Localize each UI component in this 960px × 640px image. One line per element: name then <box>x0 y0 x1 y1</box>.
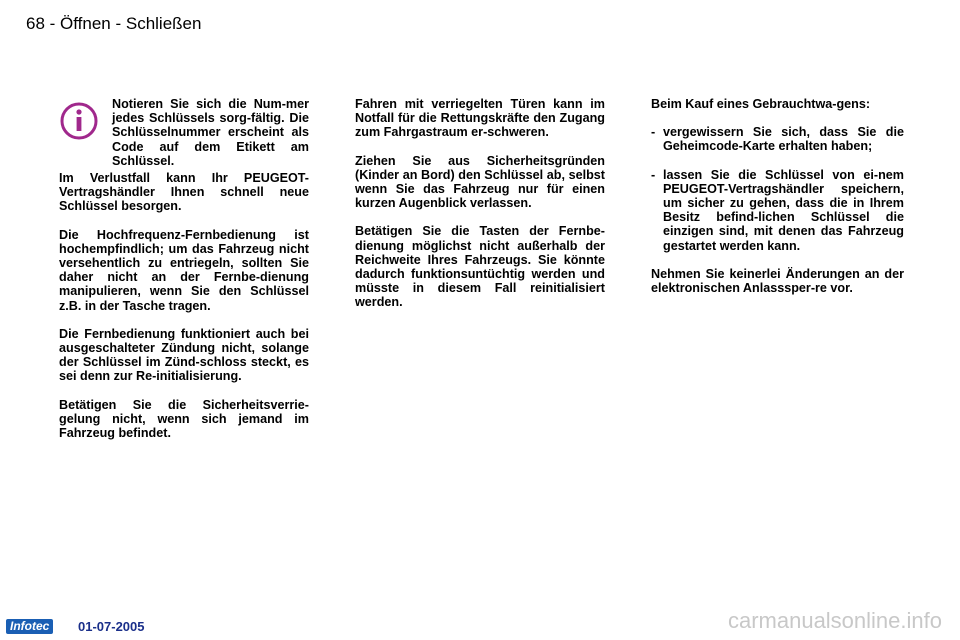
column-middle <box>355 97 605 324</box>
page-title: 68 - Öffnen - Schließen <box>26 14 202 33</box>
bullet-text: vergewissern Sie sich, dass Sie die Geheimcode-Karte erhalten haben; <box>663 125 904 154</box>
info-icon <box>59 101 99 141</box>
paragraph: Betätigen Sie die Tasten der Fernbe-dienung möglichst nicht außerhalb der Reichweite Ihres Fahrzeugs. Sie könnte dadurch funktionsuntüchtig werden und müsste in diesem Fall reinitialisiert werden. <box>355 224 605 310</box>
closing-paragraph: Nehmen Sie keinerlei Änderungen an der elektronischen Anlasssper-re vor. <box>651 266 904 296</box>
bullet-item <box>651 168 904 253</box>
bullet-item <box>651 125 904 153</box>
footer-date: 01-07-2005 <box>78 619 145 634</box>
infotec-logo: Infotec <box>6 619 53 634</box>
bullet-text: lassen Sie die Schlüssel von ei-nem PEUGEOT-Vertragshändler speichern, um sicher zu gehen, dass die in Ihrem Besitz befind-lichen Schlüssel die einzigen sind, mit denen das Fahrzeug gestartet werden kann. <box>663 167 904 253</box>
paragraph: Fahren mit verriegelten Türen kann im Notfall für die Rettungskräfte den Zugang zum Fahrgastraum er-schweren. <box>355 97 605 140</box>
paragraph: Ziehen Sie aus Sicherheitsgründen (Kinder an Bord) den Schlüssel ab, selbst wenn Sie das Fahrzeug nur für einen kurzen Augenblick verlassen. <box>355 153 605 211</box>
bullet-marker: - <box>651 167 656 182</box>
paragraph: Die Hochfrequenz-Fernbedienung ist hochempfindlich; um das Fahrzeug nicht versehentlich zu entriegeln, sollten Sie daher nicht an der Fernbe-dienung manipulieren, wenn Sie den Schlüssel z.B. in der Tasche tragen. <box>59 227 309 313</box>
intro-paragraph: Beim Kauf eines Gebrauchtwa-gens: <box>651 97 871 111</box>
paragraph: Im Verlustfall kann Ihr PEUGEOT-Vertragshändler Ihnen schnell neue Schlüssel besorgen. <box>59 171 309 214</box>
paragraph: Betätigen Sie die Sicherheitsverrie-gelung nicht, wenn sich jemand im Fahrzeug befindet. <box>59 397 309 441</box>
paragraph: Die Fernbedienung funktioniert auch bei ausgeschalteter Zündung nicht, solange der Schlüssel im Zünd-schloss steckt, es sei denn zur Re-initialisierung. <box>59 326 309 384</box>
bullet-marker: - <box>651 125 656 140</box>
info-note-text: Notieren Sie sich die Num-mer jedes Schlüssels sorg-fältig. Die Schlüsselnummer erscheint als Code auf dem Etikett am Schlüssel. <box>112 97 309 168</box>
watermark: carmanualsonline.info <box>727 608 942 633</box>
column-left <box>59 171 309 454</box>
column-right <box>651 97 904 309</box>
